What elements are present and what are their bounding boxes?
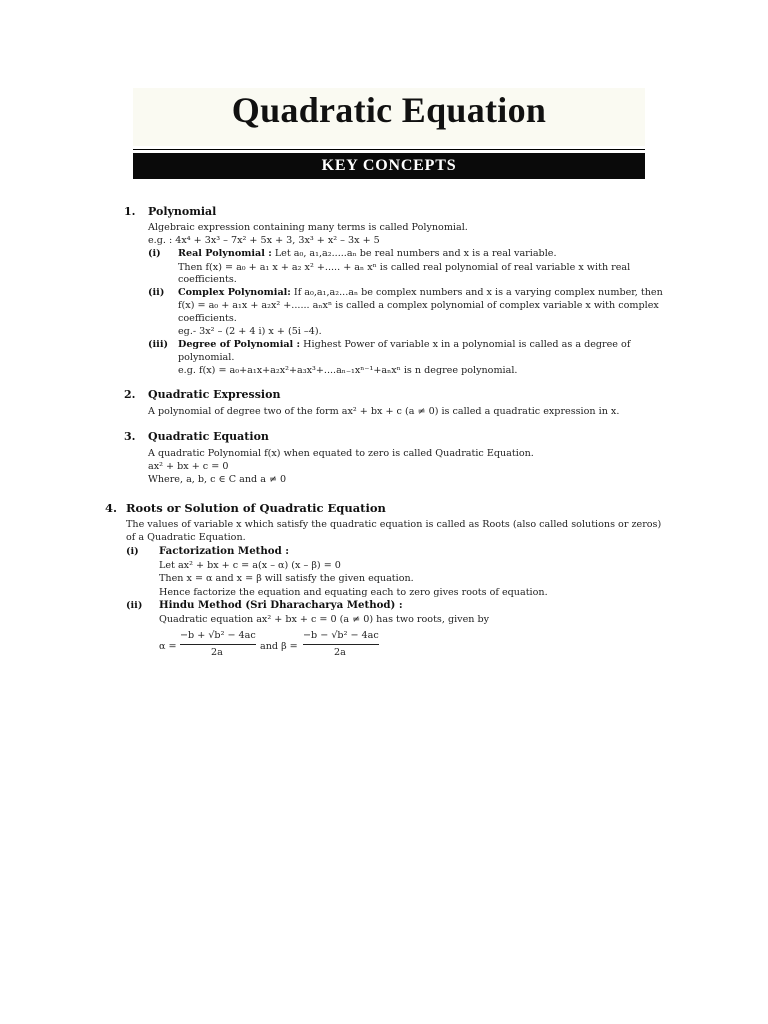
s1-ii-line3: coefficients. — [178, 313, 237, 324]
title-box — [133, 88, 645, 146]
s4-i-line2: Then x = α and x = β will satisfy the given equation. — [159, 573, 414, 584]
section-2-number: 2. — [124, 388, 136, 401]
section-3-heading: Quadratic Equation — [148, 430, 269, 443]
s4-i-line1: Let ax² + bx + c = a(x – α) (x – β) = 0 — [159, 560, 341, 571]
s1-i-line2: Then f(x) = a₀ + a₁ x + a₂ x² +..... + aₙ xⁿ is called real polynomial of real variable x with real — [178, 262, 631, 273]
alpha-fraction — [180, 630, 258, 662]
s3-line1: A quadratic Polynomial f(x) when equated to zero is called Quadratic Equation. — [148, 448, 534, 459]
alpha-numerator: −b + √b² − 4ac — [180, 630, 256, 641]
beta-numerator: −b − √b² − 4ac — [303, 630, 379, 641]
s1-definition: Algebraic expression containing many terms is called Polynomial. — [148, 222, 468, 233]
s1-iii-line3: e.g. f(x) = a₀+a₁x+a₂x²+a₃x³+....aₙ₋₁xⁿ⁻¹+aₙxⁿ is n degree polynomial. — [178, 365, 518, 376]
s3-line2: ax² + bx + c = 0 — [148, 461, 229, 472]
page-title: Quadratic Equation — [231, 90, 547, 130]
and-beta-label: and β = — [260, 641, 298, 652]
s1-iii-heading: Degree of Polynomial : — [178, 339, 301, 350]
s4-i-heading: Factorization Method : — [159, 545, 290, 557]
beta-denominator: 2a — [334, 647, 346, 658]
section-1-number: 1. — [124, 205, 136, 218]
alpha-fraction-bar — [180, 644, 256, 645]
s1-ii-line2: f(x) = a₀ + a₁x + a₂x² +...... aₙxⁿ is called a complex polynomial of complex variable x with complex — [178, 300, 659, 311]
s1-i-line3: coefficients. — [178, 274, 237, 285]
beta-fraction — [303, 630, 381, 662]
s1-iii-line2: polynomial. — [178, 352, 235, 363]
section-2-heading: Quadratic Expression — [148, 388, 281, 401]
section-3-number: 3. — [124, 430, 136, 443]
s1-ii-line4: eg.- 3x² – (2 + 4 i) x + (5i –4). — [178, 326, 322, 337]
s4-i-number: (i) — [126, 546, 139, 557]
alpha-denominator: 2a — [211, 647, 223, 658]
s1-iii-text: Highest Power of variable x in a polynomial is called as a degree of — [300, 339, 631, 350]
banner-label: KEY CONCEPTS — [321, 157, 457, 174]
s1-ii-line1 — [178, 286, 663, 299]
s1-i-heading: Real Polynomial : — [178, 248, 272, 259]
s1-i-number: (i) — [148, 248, 161, 259]
s4-ii-heading: Hindu Method (Sri Dharacharya Method) : — [159, 599, 403, 611]
s1-iii-line1 — [178, 338, 630, 351]
s1-example: e.g. : 4x⁴ + 3x³ – 7x² + 5x + 3, 3x³ + x² – 3x + 5 — [148, 235, 380, 246]
s4-ii-line1: Quadratic equation ax² + bx + c = 0 (a ≠ 0) has two roots, given by — [159, 614, 490, 625]
key-concepts-banner — [133, 153, 645, 179]
s2-line1: A polynomial of degree two of the form ax² + bx + c (a ≠ 0) is called a quadratic expression in x. — [148, 406, 620, 417]
section-4-heading: Roots or Solution of Quadratic Equation — [126, 501, 386, 515]
s4-ii-number: (ii) — [126, 600, 143, 611]
s4-i-line3: Hence factorize the equation and equating each to zero gives roots of equation. — [159, 587, 548, 598]
s3-line3: Where, a, b, c ∈ C and a ≠ 0 — [148, 474, 287, 485]
s1-i-line1 — [178, 247, 557, 260]
section-1-heading: Polynomial — [148, 205, 217, 218]
title-rule — [133, 149, 645, 150]
s1-ii-number: (ii) — [148, 287, 165, 298]
s4-line1: The values of variable x which satisfy the quadratic equation is called as Roots (also called solutions or zeros) — [126, 519, 662, 530]
s4-line2: of a Quadratic Equation. — [126, 532, 246, 543]
s1-i-text: Let a₀, a₁,a₂.....aₙ be real numbers and x is a real variable. — [271, 248, 557, 259]
s1-iii-number: (iii) — [148, 339, 169, 350]
s1-ii-text: If a₀,a₁,a₂...aₙ be complex numbers and x is a varying complex number, then — [290, 287, 663, 298]
beta-fraction-bar — [303, 644, 379, 645]
alpha-lhs: α = — [159, 641, 177, 652]
section-4-number: 4. — [105, 501, 118, 515]
s1-ii-heading: Complex Polynomial: — [178, 287, 291, 298]
